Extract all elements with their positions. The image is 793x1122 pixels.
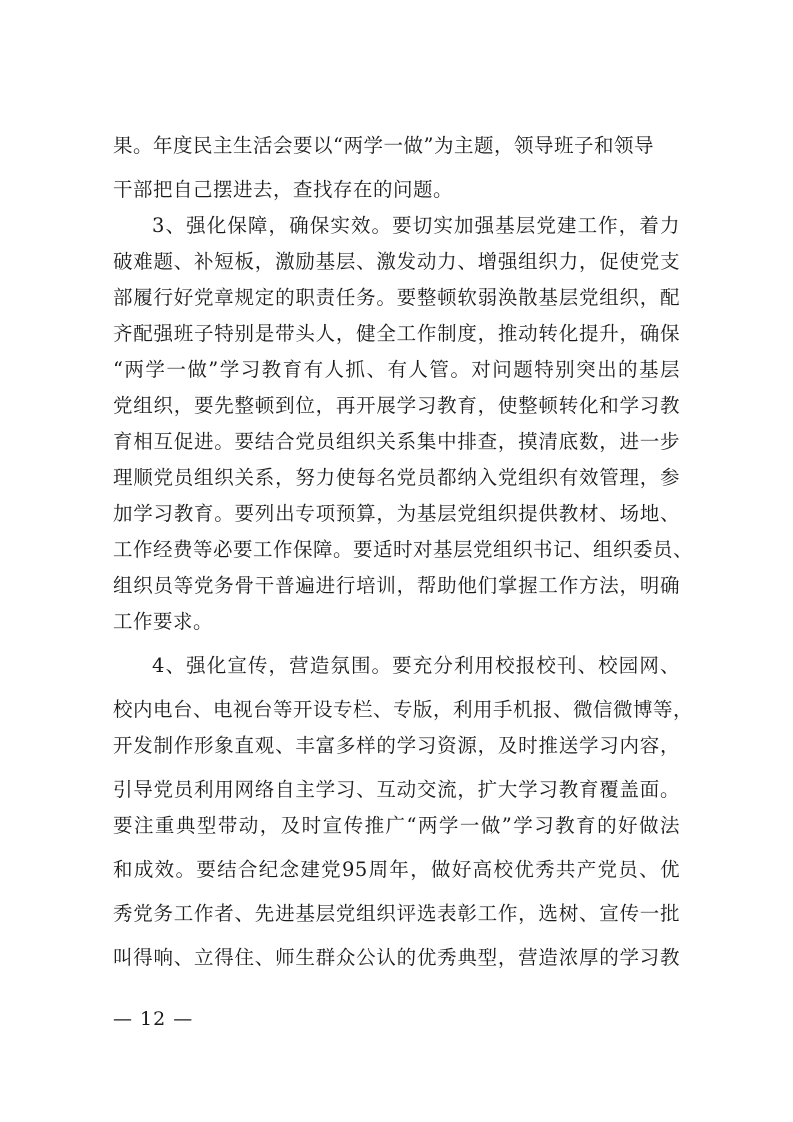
text-line: 工作经费等必要工作保障。要适时对基层党组织书记、组织委员、 xyxy=(113,538,694,561)
text-line: 秀党务工作者、先进基层党组织评选表彰工作，选树、宣传一批 xyxy=(113,902,680,925)
text-line: 组织员等党务骨干普遍进行培训，帮助他们掌握工作方法，明确 xyxy=(113,574,680,597)
text-line: 党组织，要先整顿到位，再开展学习教育，使整顿转化和学习教 xyxy=(113,394,680,417)
text-line: 引导党员利用网络自主学习、互动交流，扩大学习教育覆盖面。 xyxy=(113,778,680,801)
text-line: 干部把自己摆进去，查找存在的问题。 xyxy=(113,178,454,201)
text-line: 加学习教育。要列出专项预算，为基层党组织提供教材、场地、 xyxy=(113,502,680,525)
text-line: “两学一做”学习教育有人抓、有人管。对问题特别突出的基层 xyxy=(113,358,680,381)
page-number: — 12 — xyxy=(113,1008,194,1030)
text-line: 理顺党员组织关系，努力使每名党员都纳入党组织有效管理，参 xyxy=(113,466,680,489)
section-4-heading-line: 4、强化宣传，营造氛围。要充分利用校报校刊、校园网、 xyxy=(152,654,680,677)
text-line: 齐配强班子特别是带头人，健全工作制度，推动转化提升，确保 xyxy=(113,322,680,345)
section-3-heading-line: 3、强化保障，确保实效。要切实加强基层党建工作，着力 xyxy=(152,214,680,237)
text-line: 破难题、补短板，激励基层、激发动力、增强组织力，促使党支 xyxy=(113,250,680,273)
text-line: 和成效。要结合纪念建党95周年，做好高校优秀共产党员、优 xyxy=(113,858,680,881)
text-line: 工作要求。 xyxy=(113,610,214,633)
text-line: 果。年度民主生活会要以“两学一做”为主题，领导班子和领导 xyxy=(113,134,654,157)
text-line: 叫得响、立得住、师生群众公认的优秀典型，营造浓厚的学习教 xyxy=(113,946,680,969)
text-line: 部履行好党章规定的职责任务。要整顿软弱涣散基层党组织，配 xyxy=(113,286,680,309)
text-line: 校内电台、电视台等开设专栏、专版，利用手机报、微信微博等， xyxy=(113,698,694,721)
text-line: 育相互促进。要结合党员组织关系集中排查，摸清底数，进一步 xyxy=(113,430,680,453)
text-line: 要注重典型带动，及时宣传推广“两学一做”学习教育的好做法 xyxy=(113,814,680,837)
text-line: 开发制作形象直观、丰富多样的学习资源，及时推送学习内容， xyxy=(113,734,680,757)
